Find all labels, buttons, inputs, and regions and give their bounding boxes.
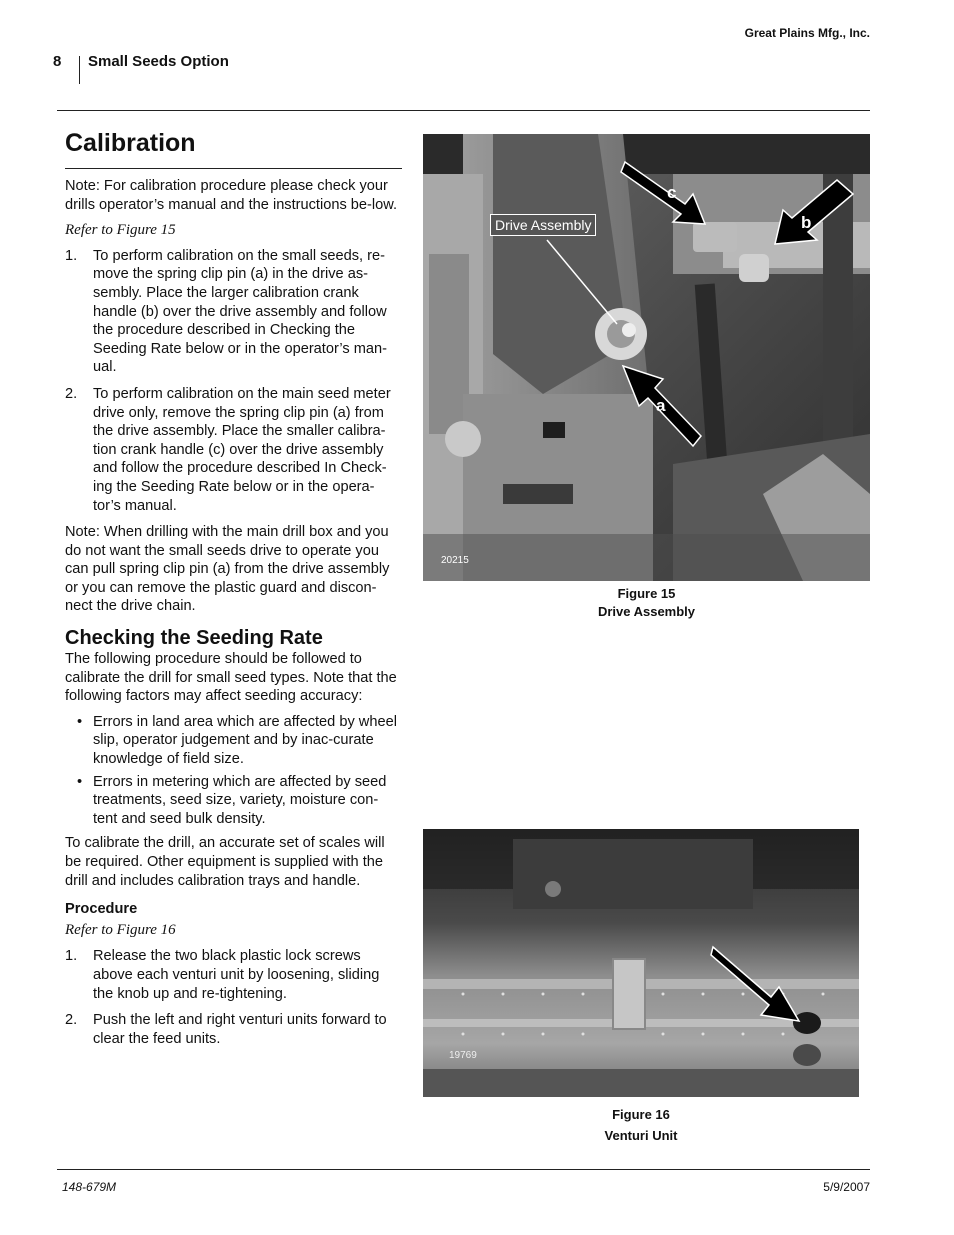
calibration-note: Note: For calibration procedure please check your drills operator’s manual and the instructions be-low.	[65, 178, 398, 213]
top-rule	[57, 110, 870, 111]
drilling-note: Note: When drilling with the main drill box and you do not want the small seeds drive to operate you can pull spring clip pin (a) from the drive assembly or you can remove the plastic guard and discon-nect the drive chain.	[65, 524, 390, 615]
company-name: Great Plains Mfg., Inc.	[744, 26, 870, 40]
doc-date: 5/9/2007	[823, 1180, 870, 1194]
calibration-heading: Calibration	[65, 128, 402, 169]
callout-c: c	[667, 183, 677, 202]
figure16-caption: Figure 16 Venturi Unit	[604, 1107, 678, 1143]
list-item: 1. Release the two black plastic lock screws above each venturi unit by loosening, sliding the knob up and re-tightening.	[65, 948, 380, 1002]
drive-assembly-label: Drive Assembly	[490, 214, 596, 236]
calibration-steps	[65, 247, 402, 515]
text-column	[65, 128, 402, 1056]
photo-id-20215: 20215	[441, 555, 469, 566]
list-item: 2. To perform calibration on the main seed meter drive only, remove the spring clip pin (a) from the drive assembly. Place the smaller calibra-tion crank handle (c) over the drive assembly and follow the procedure described In Check-ing the Seeding Rate below or in the opera-tor’s manual.	[65, 385, 391, 514]
list-item: • Errors in metering which are affected by seed treatments, seed size, variety, moisture con-tent and seed bulk density.	[77, 773, 387, 827]
list-item: • Errors in land area which are affected by wheel slip, operator judgement and by inac-curate knowledge of field size.	[77, 713, 397, 768]
venturi-unit-photo	[423, 829, 859, 1097]
header-divider	[79, 56, 80, 84]
callout-a: a	[656, 396, 666, 415]
scales-paragraph: To calibrate the drill, an accurate set of scales will be required. Other equipment is supplied with the drill and includes calibration trays and handle.	[65, 835, 385, 889]
section-title: Small Seeds Option	[88, 53, 229, 70]
doc-number: 148-679M	[62, 1180, 117, 1194]
procedure-steps	[65, 947, 402, 1048]
figure15-caption: Figure 15 Drive Assembly	[597, 586, 696, 619]
callout-b: b	[801, 213, 812, 232]
figure15-reference: Refer to Figure 15	[65, 222, 176, 239]
page-number: 8	[53, 53, 62, 70]
accuracy-factors	[65, 713, 402, 829]
list-item: 2. Push the left and right venturi units forward to clear the feed units.	[65, 1012, 387, 1047]
list-item: 1. To perform calibration on the small seeds, re-move the spring clip pin (a) in the drive as-sembly. Place the larger calibration crank handle (b) over the drive assembly and follow the procedure described in Checking the Seeding Rate below or in the operator’s man-ual.	[65, 247, 387, 376]
drive-assembly-photo	[423, 134, 870, 581]
photo-id-19769: 19769	[449, 1050, 477, 1061]
checking-heading: Checking the Seeding Rate	[65, 627, 323, 650]
figure16-reference: Refer to Figure 16	[65, 921, 176, 938]
checking-intro: The following procedure should be followed to calibrate the drill for small seed types. Note that the following factors may affect seeding accuracy:	[65, 651, 397, 705]
bottom-rule	[57, 1169, 870, 1170]
procedure-heading: Procedure	[65, 901, 138, 918]
